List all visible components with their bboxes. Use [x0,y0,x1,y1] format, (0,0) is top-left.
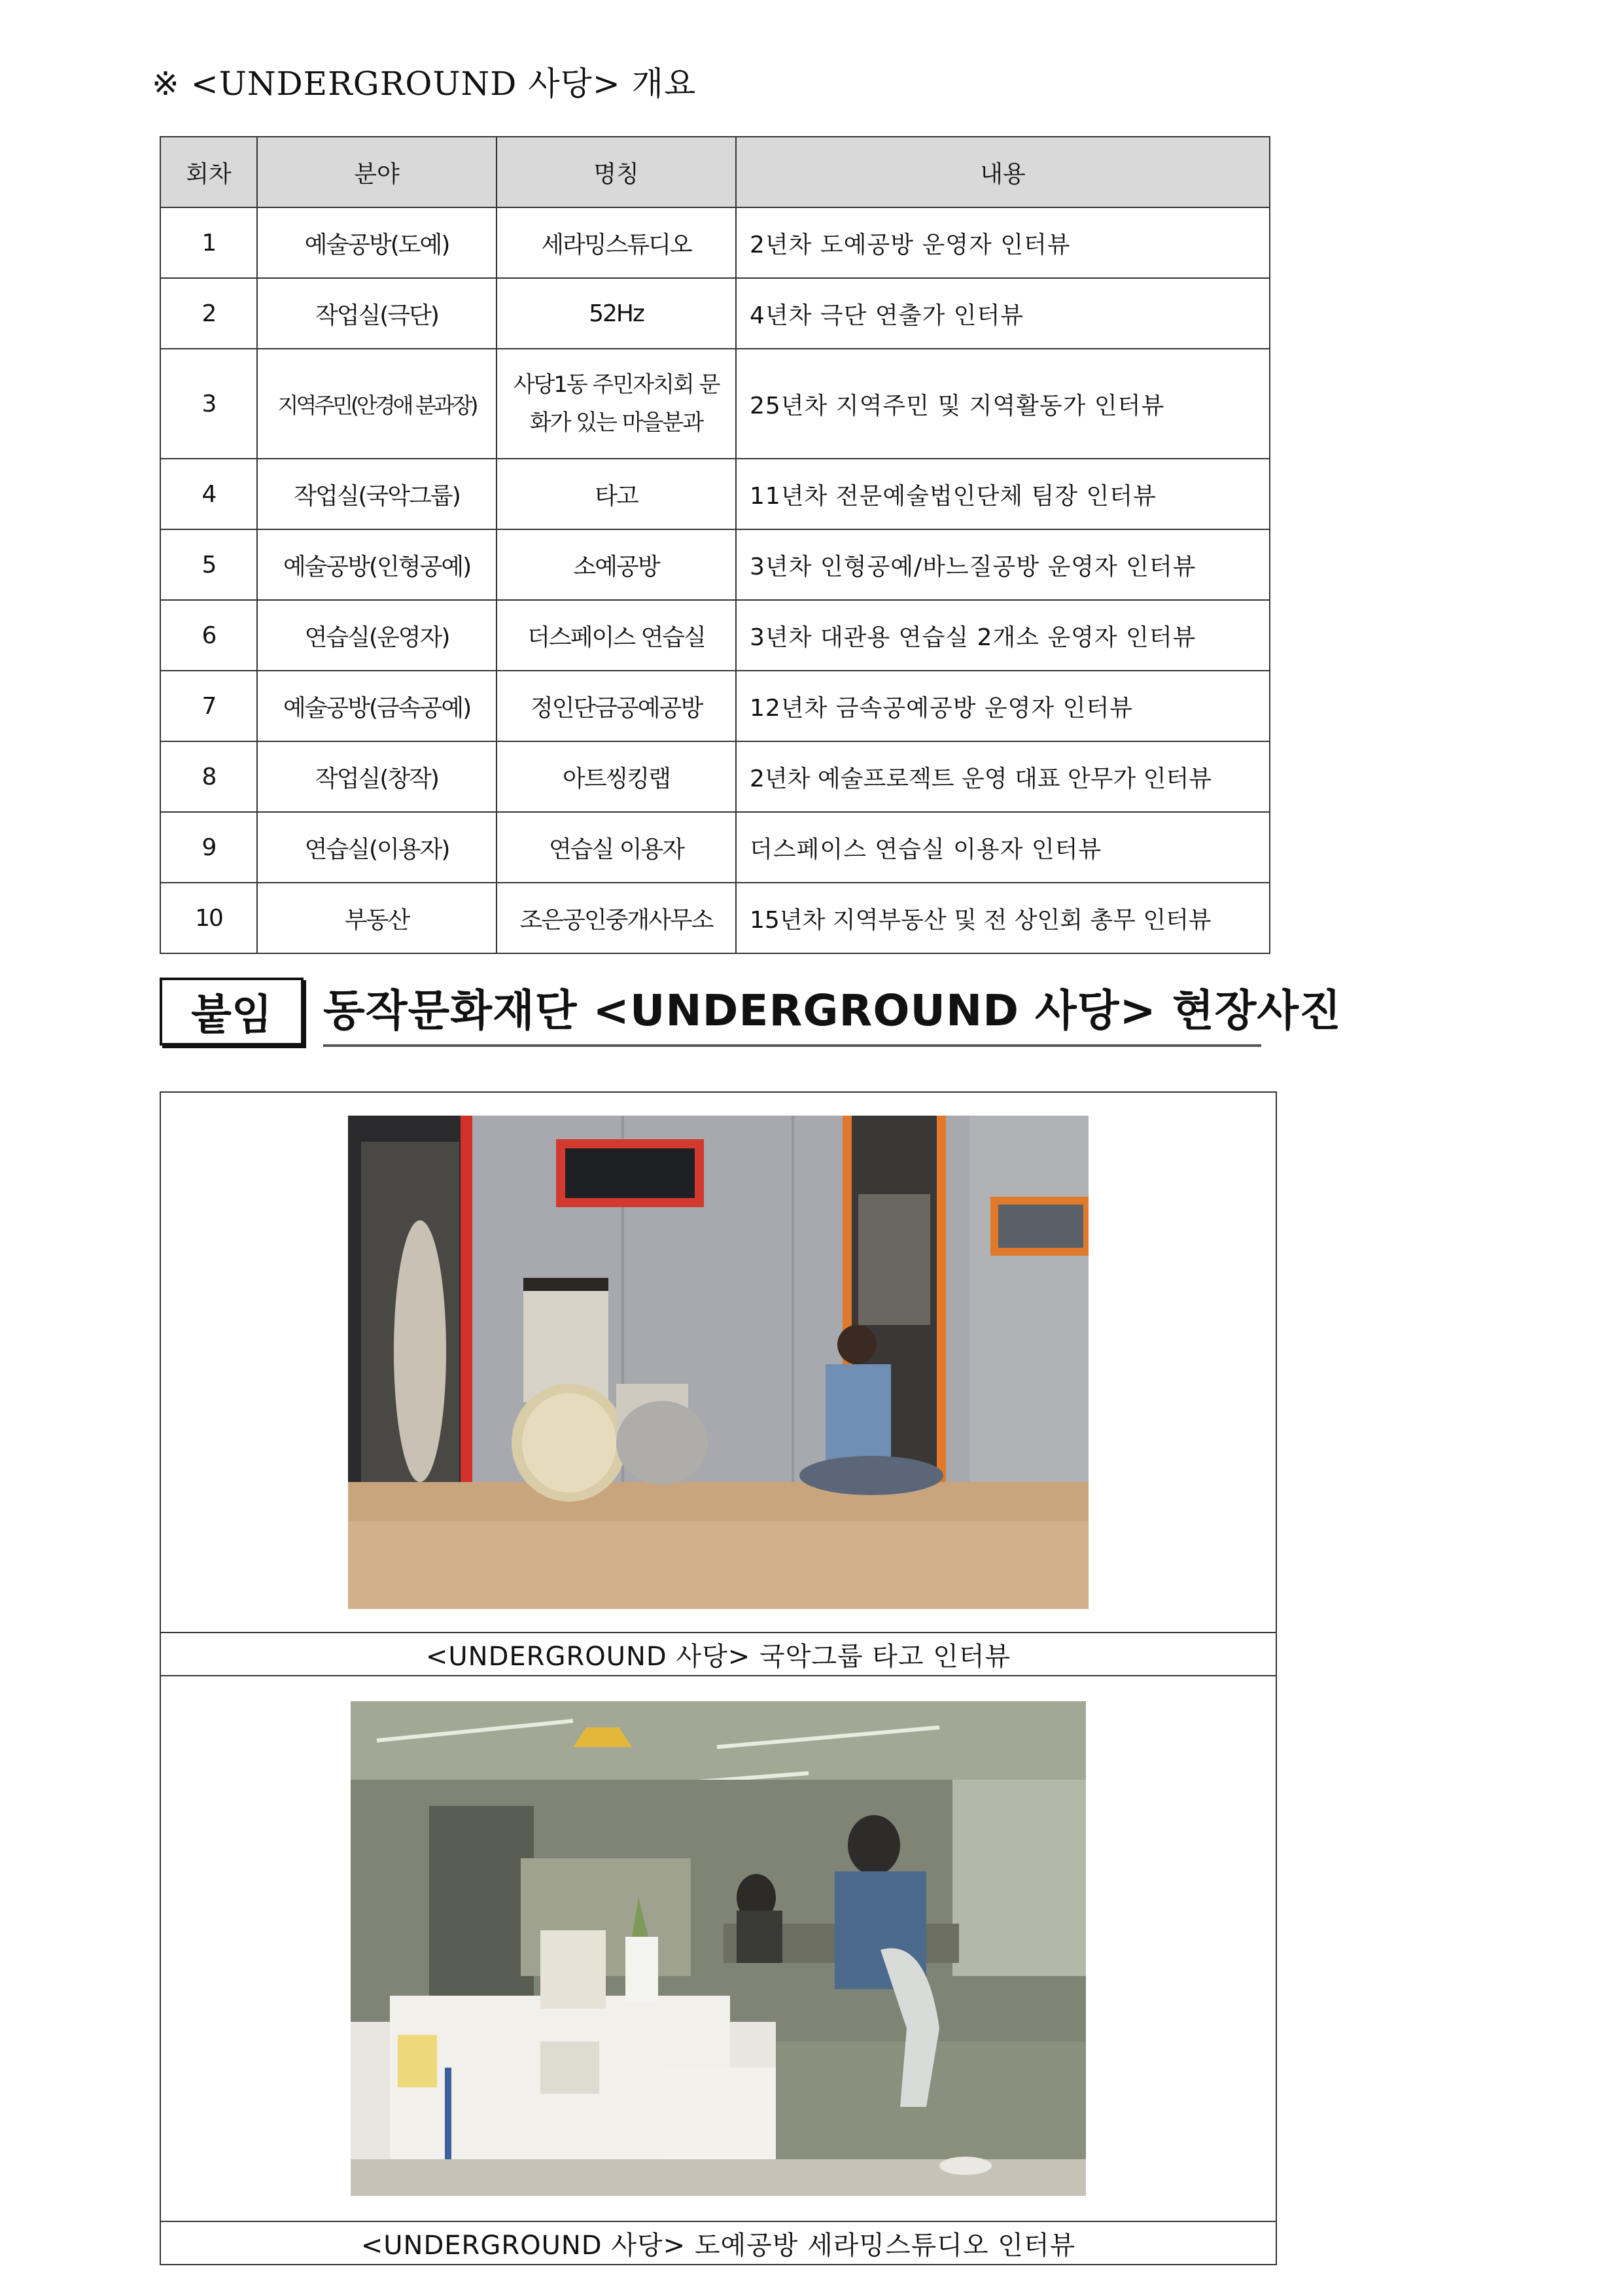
cell-field: 연습실(이용자) [257,812,497,883]
cell-name: 연습실 이용자 [497,812,736,883]
cell-name: 타고 [497,459,736,529]
photo-caption-1: <UNDERGROUND 사당> 국악그룹 타고 인터뷰 [160,1633,1276,1676]
cell-name: 소예공방 [497,529,736,600]
table-row [160,883,1270,953]
table-row [160,529,1270,600]
table-row [160,278,1270,349]
attachment-label: 붙임 [160,978,304,1046]
cell-content: 3년차 인형공예/바느질공방 운영자 인터뷰 [736,529,1270,600]
cell-content: 12년차 금속공예공방 운영자 인터뷰 [736,671,1270,741]
cell-field: 작업실(극단) [257,278,497,349]
cell-content: 4년차 극단 연출가 인터뷰 [736,278,1270,349]
table-row [160,812,1270,883]
cell-content: 15년차 지역부동산 및 전 상인회 총무 인터뷰 [736,883,1270,953]
cell-content: 더스페이스 연습실 이용자 인터뷰 [736,812,1270,883]
cell-no: 5 [160,529,257,600]
table-row [160,207,1270,278]
cell-content: 2년차 예술프로젝트 운영 대표 안무가 인터뷰 [736,741,1270,812]
table-row [160,600,1270,671]
table-header-row [160,137,1270,207]
header-field: 분야 [257,137,497,207]
cell-no: 4 [160,459,257,529]
cell-content: 3년차 대관용 연습실 2개소 운영자 인터뷰 [736,600,1270,671]
overview-table [160,136,1270,954]
cell-field: 예술공방(도예) [257,207,497,278]
cell-no: 6 [160,600,257,671]
cell-name: 사당1동 주민자치회 문화가 있는 마을분과 [497,349,736,459]
cell-content: 11년차 전문예술법인단체 팀장 인터뷰 [736,459,1270,529]
cell-field: 지역주민(안경애 분과장) [257,349,497,459]
cell-no: 2 [160,278,257,349]
cell-name: 더스페이스 연습실 [497,600,736,671]
cell-field: 예술공방(금속공예) [257,671,497,741]
table-row [160,741,1270,812]
cell-field: 작업실(국악그룹) [257,459,497,529]
header-no: 회차 [160,137,257,207]
photo-table [160,1091,1277,2265]
table-row [160,671,1270,741]
cell-name: 정인단금공예공방 [497,671,736,741]
cell-content: 2년차 도예공방 운영자 인터뷰 [736,207,1270,278]
cell-no: 8 [160,741,257,812]
cell-content: 25년차 지역주민 및 지역활동가 인터뷰 [736,349,1270,459]
cell-no: 9 [160,812,257,883]
photo-cell-2 [160,1676,1276,2221]
cell-name: 조은공인중개사무소 [497,883,736,953]
cell-name: 52Hz [497,278,736,349]
photo-seraming-interview [351,1701,1086,2196]
cell-name: 세라밍스튜디오 [497,207,736,278]
attachment-header [160,978,1342,1050]
photo-caption-2: <UNDERGROUND 사당> 도예공방 세라밍스튜디오 인터뷰 [160,2221,1276,2265]
cell-field: 작업실(창작) [257,741,497,812]
photo-cell-1 [160,1092,1276,1633]
cell-field: 부동산 [257,883,497,953]
cell-no: 3 [160,349,257,459]
table-row [160,349,1270,459]
table-row [160,459,1270,529]
cell-field: 예술공방(인형공예) [257,529,497,600]
section-heading: ※ <UNDERGROUND 사당> 개요 [152,65,697,103]
attachment-title: 동작문화재단 <UNDERGROUND 사당> 현장사진 [323,981,1261,1047]
cell-field: 연습실(운영자) [257,600,497,671]
photo-taggo-interview [348,1116,1089,1609]
header-name: 명칭 [497,137,736,207]
cell-name: 아트씽킹랩 [497,741,736,812]
header-content: 내용 [736,137,1270,207]
cell-no: 7 [160,671,257,741]
cell-no: 10 [160,883,257,953]
cell-no: 1 [160,207,257,278]
